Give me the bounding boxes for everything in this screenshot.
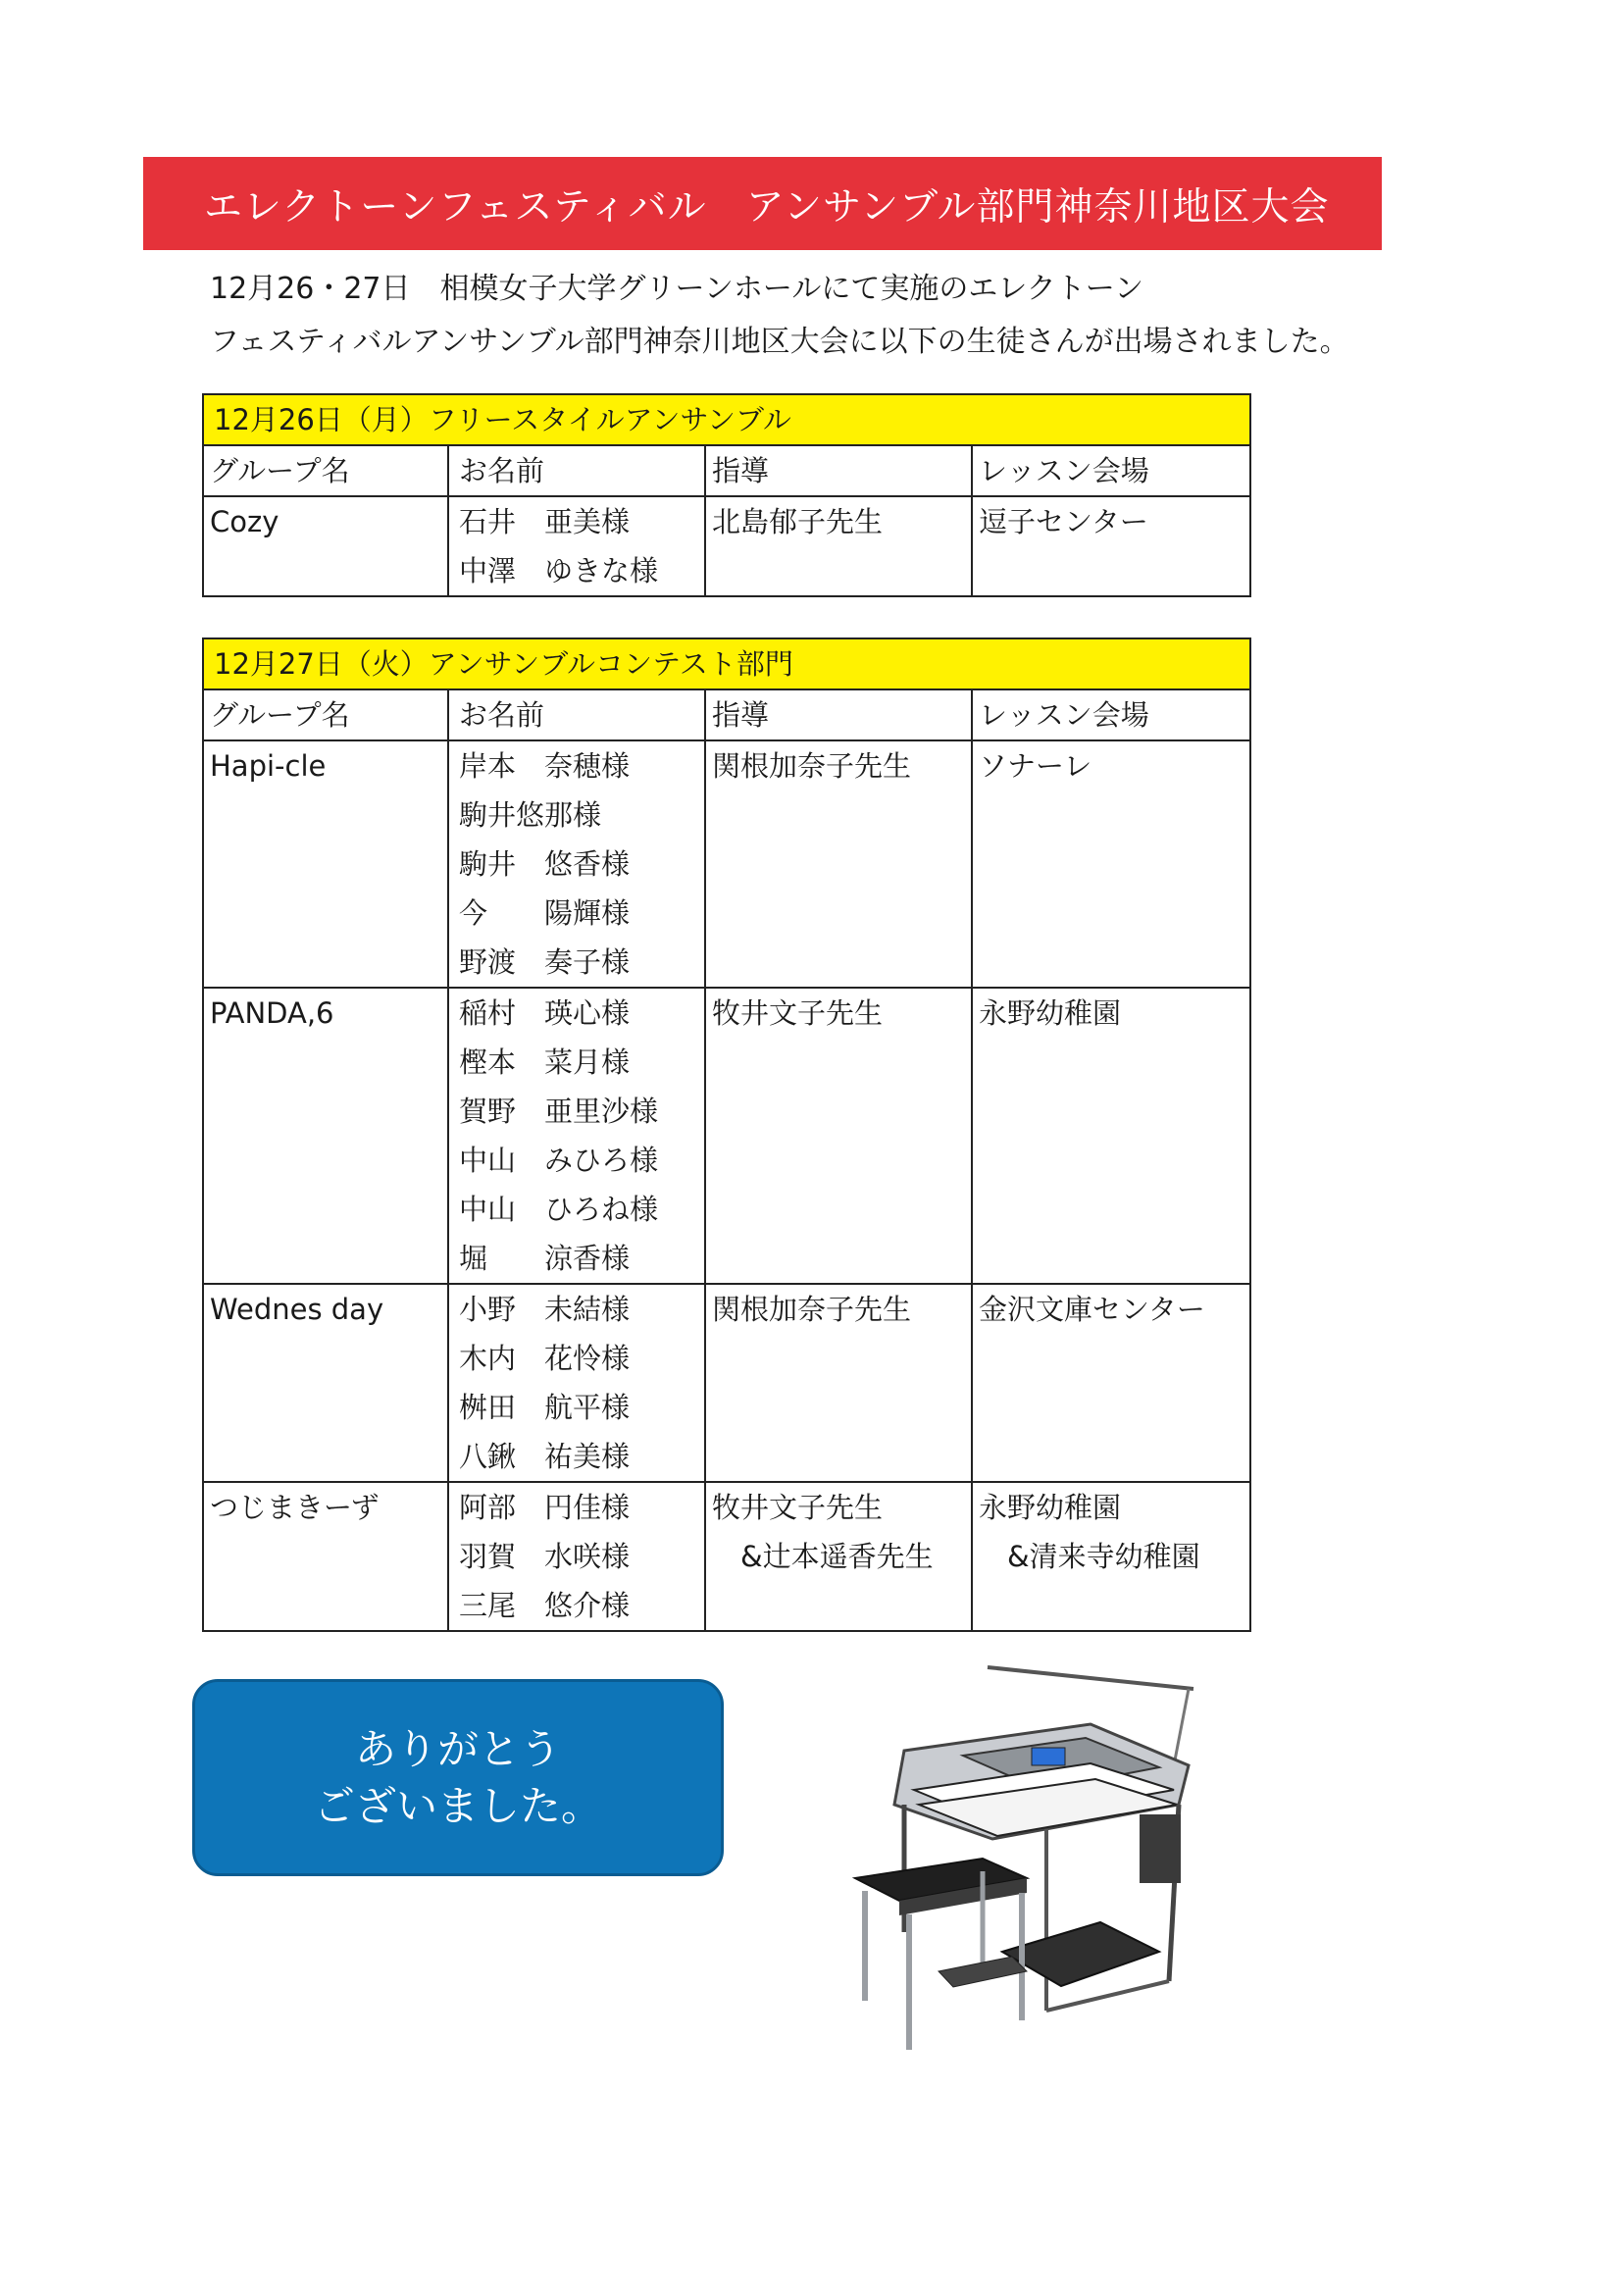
member-name: 堀 涼香様 <box>459 1242 631 1275</box>
section-title: 12月27日（火）アンサンブルコンテスト部門 <box>203 638 1250 689</box>
venue-name: ソナーレ <box>979 749 1092 783</box>
instructor-name: 関根加奈子先生 <box>712 749 912 783</box>
table-row <box>203 740 1250 988</box>
member-name: 駒井 悠香様 <box>459 847 631 881</box>
table-row <box>203 496 1250 596</box>
member-names-cell <box>448 1482 705 1631</box>
organ-pedalboard <box>1002 1922 1159 1986</box>
member-name: 野渡 奏子様 <box>459 945 631 979</box>
instructor-cell <box>705 1284 972 1482</box>
member-name: 小野 未結様 <box>459 1293 631 1326</box>
member-name: 岸本 奈穂様 <box>459 749 631 783</box>
column-header-row <box>203 689 1250 740</box>
instructor-cell <box>705 740 972 988</box>
column-header-row <box>203 445 1250 496</box>
venue-cell <box>972 988 1250 1284</box>
member-names-cell <box>448 740 705 988</box>
intro-text <box>210 263 1387 369</box>
instructor-name: 北島郁子先生 <box>712 505 884 538</box>
member-name: 八鍬 祐美様 <box>459 1440 631 1473</box>
instructor-cell <box>705 496 972 596</box>
venue-name: 逗子センター <box>979 505 1148 538</box>
section-header-row <box>203 638 1250 689</box>
column-header: 指導 <box>705 689 972 740</box>
instructor-name: 関根加奈子先生 <box>712 1293 912 1326</box>
venue-name: &清来寺幼稚園 <box>979 1540 1200 1573</box>
member-name: 今 陽輝様 <box>459 896 631 930</box>
member-names-cell <box>448 988 705 1284</box>
venue-cell <box>972 740 1250 988</box>
venue-cell <box>972 496 1250 596</box>
member-name: 中澤 ゆきな様 <box>459 554 659 587</box>
instructor-cell <box>705 1482 972 1631</box>
roster-table-dec27 <box>202 637 1251 1632</box>
organ-display-screen <box>1032 1748 1065 1765</box>
organ-stand-arm <box>1174 1689 1189 1765</box>
intro-line-1: 12月26・27日 相模女子大学グリーンホールにて実施のエレクトーン <box>210 272 1144 306</box>
group-name-cell: Wednes day <box>203 1284 448 1482</box>
member-name: 桝田 航平様 <box>459 1391 631 1424</box>
organ-music-stand <box>988 1667 1193 1689</box>
instructor-cell <box>705 988 972 1284</box>
member-name: 阿部 円佳様 <box>459 1491 631 1524</box>
column-header: お名前 <box>448 445 705 496</box>
intro-line-2: フェスティバルアンサンブル部門神奈川地区大会に以下の生徒さんが出場されました。 <box>210 325 1349 359</box>
group-name-cell: Cozy <box>203 496 448 596</box>
member-names-cell <box>448 496 705 596</box>
column-header: グループ名 <box>203 689 448 740</box>
instructor-name: &辻本遥香先生 <box>712 1540 934 1573</box>
column-header: グループ名 <box>203 445 448 496</box>
column-header: レッスン会場 <box>972 689 1250 740</box>
title-banner <box>143 157 1382 250</box>
member-name: 木内 花怜様 <box>459 1342 631 1375</box>
venue-name: 永野幼稚園 <box>979 1491 1122 1524</box>
table-row <box>203 1482 1250 1631</box>
member-name: 石井 亜美様 <box>459 505 631 538</box>
member-name: 樫本 菜月様 <box>459 1045 631 1079</box>
section-title: 12月26日（月）フリースタイルアンサンブル <box>203 394 1250 445</box>
column-header: 指導 <box>705 445 972 496</box>
venue-cell <box>972 1482 1250 1631</box>
thank-you-line-2: ございました。 <box>313 1781 602 1830</box>
thank-you-line-1: ありがとう <box>354 1724 561 1773</box>
venue-cell <box>972 1284 1250 1482</box>
member-name: 駒井悠那様 <box>459 798 602 832</box>
electone-organ-illustration <box>845 1657 1208 2069</box>
venue-name: 永野幼稚園 <box>979 996 1122 1030</box>
column-header: お名前 <box>448 689 705 740</box>
table-row <box>203 1284 1250 1482</box>
member-names-cell <box>448 1284 705 1482</box>
member-name: 三尾 悠介様 <box>459 1589 631 1622</box>
group-name-cell: つじまきーず <box>203 1482 448 1631</box>
member-name: 稲村 瑛心様 <box>459 996 631 1030</box>
instructor-name: 牧井文子先生 <box>712 1491 884 1524</box>
member-name: 中山 ひろね様 <box>459 1193 659 1226</box>
section-header-row <box>203 394 1250 445</box>
table-row <box>203 988 1250 1284</box>
member-name: 中山 みひろ様 <box>459 1144 659 1177</box>
organ-speaker <box>1140 1814 1181 1883</box>
member-name: 賀野 亜里沙様 <box>459 1095 659 1128</box>
member-name: 羽賀 水咲様 <box>459 1540 631 1573</box>
column-header: レッスン会場 <box>972 445 1250 496</box>
venue-name: 金沢文庫センター <box>979 1293 1205 1326</box>
group-name-cell: PANDA,6 <box>203 988 448 1284</box>
thank-you-box <box>192 1679 724 1876</box>
page-title: エレクトーンフェスティバル アンサンブル部門神奈川地区大会 <box>204 184 1330 229</box>
roster-table-dec26 <box>202 393 1251 597</box>
instructor-name: 牧井文子先生 <box>712 996 884 1030</box>
group-name-cell: Hapi-cle <box>203 740 448 988</box>
